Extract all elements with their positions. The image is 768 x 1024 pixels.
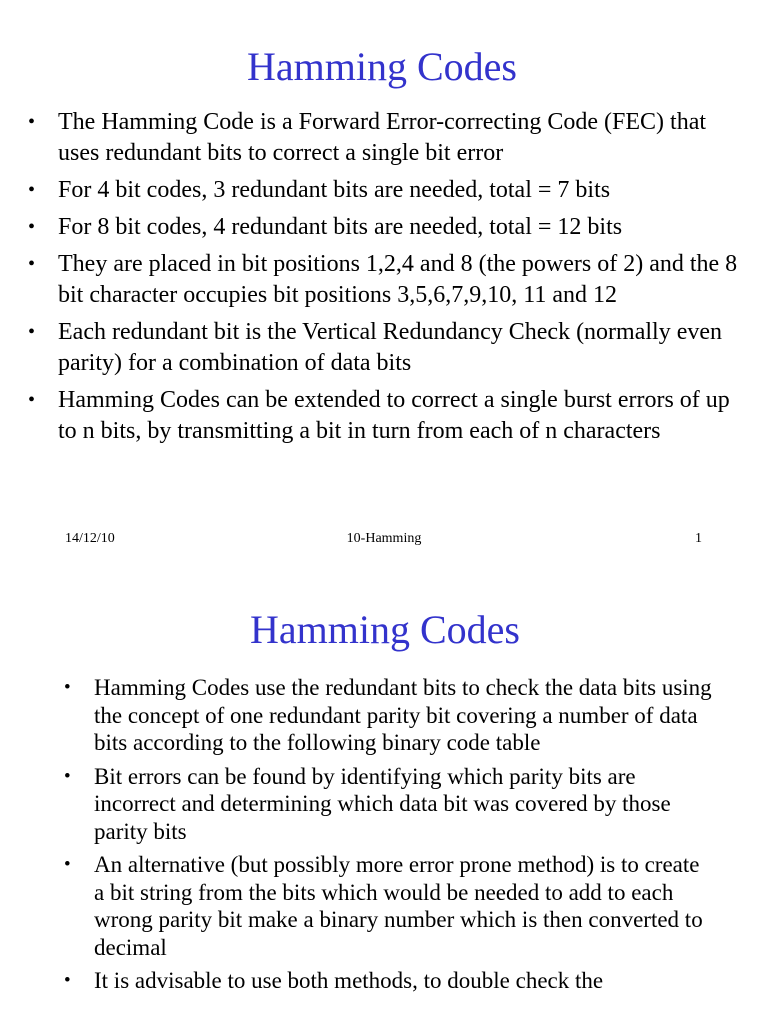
list-item [28,212,748,243]
bullet-text: It is advisable to use both methods, to double check the [94,968,604,993]
bullet-icon: • [64,854,71,875]
list-item [64,763,714,846]
bullet-text: Each redundant bit is the Vertical Redundancy Check (normally even parity) for a combination of data bits [58,319,723,376]
bullet-icon: • [28,111,36,133]
bullet-icon: • [28,216,36,238]
list-item [28,107,748,169]
bullet-text: Hamming Codes can be extended to correct a single burst errors of up to n bits, by transmitting a bit in turn from each of n characters [58,387,730,444]
slide-2-bullet-list [64,674,714,1001]
bullet-text: Hamming Codes use the redundant bits to check the data bits using the concept of one redundant parity bit covering a number of data bits according to the following binary code table [94,675,712,755]
list-item [28,175,748,206]
bullet-icon: • [28,389,36,411]
list-item [64,674,714,757]
list-item [64,851,714,961]
slide-2-title: Hamming Codes [250,607,520,652]
bullet-text: Bit errors can be found by identifying which parity bits are incorrect and determining which data bit was covered by those parity bits [94,763,671,844]
list-item [28,385,748,447]
bullet-text: For 4 bit codes, 3 redundant bits are needed, total = 7 bits [58,177,611,203]
bullet-text: For 8 bit codes, 4 redundant bits are needed, total = 12 bits [58,214,623,240]
footer-date: 14/12/10 [65,531,115,546]
footer-slide-name: 10-Hamming [346,531,422,546]
bullet-text: They are placed in bit positions 1,2,4 and 8 (the powers of 2) and the 8 bit character occupies bit positions 3,5,6,7,9,10, 11 and 12 [58,251,738,308]
slide-1-bullet-list [28,107,748,453]
slide-2 [0,560,768,1024]
slide-1-title: Hamming Codes [247,44,517,89]
bullet-icon: • [64,970,71,991]
bullet-text: An alternative (but possibly more error prone method) is to create a bit string from the bits which would be needed to add to each wrong parity bit make a binary number which is then converted to decimal [94,852,703,960]
bullet-text: The Hamming Code is a Forward Error-correcting Code (FEC) that uses redundant bits to correct a single bit error [58,109,707,166]
bullet-icon: • [28,253,36,275]
bullet-icon: • [28,321,36,343]
footer-page-number: 1 [695,531,702,546]
list-item [28,317,748,379]
bullet-icon: • [28,179,36,201]
list-item [64,967,714,995]
list-item [28,249,748,311]
bullet-icon: • [64,765,71,787]
bullet-icon: • [64,677,71,698]
